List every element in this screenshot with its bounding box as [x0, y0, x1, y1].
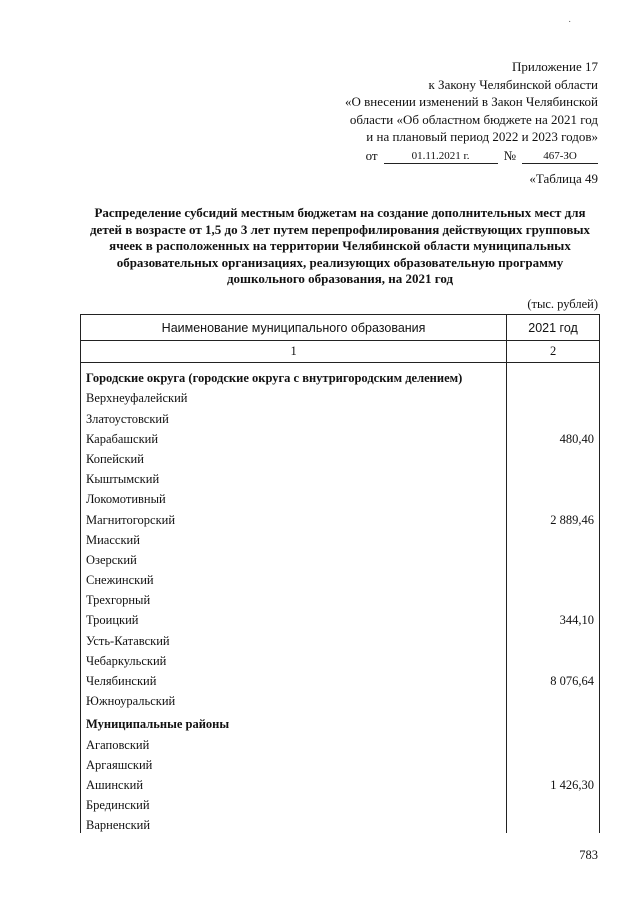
scan-mark: ˙ [568, 20, 572, 31]
subsidy-value [507, 709, 600, 732]
table-row [81, 427, 600, 447]
header-line-1: Приложение 17 [511, 59, 598, 74]
municipality-name: Брединский [81, 793, 507, 813]
municipality-name: Магнитогорский [81, 507, 507, 527]
table-reference: «Таблица 49 [529, 171, 598, 186]
table-row [81, 568, 600, 588]
subsidy-value: 2 889,46 [507, 507, 600, 527]
subsidy-value [507, 753, 600, 773]
header-line-2: к Закону Челябинской области [428, 76, 598, 92]
subsidy-value: 8 076,64 [507, 669, 600, 689]
table-section-row [81, 709, 600, 732]
table-row [81, 487, 600, 507]
subsidy-value: 1 426,30 [507, 773, 600, 793]
law-date: 01.11.2021 г. [384, 150, 498, 164]
table-row [81, 608, 600, 628]
subsidy-value [507, 447, 600, 467]
law-date-number [298, 147, 598, 165]
subsidy-value [507, 628, 600, 648]
subsidy-value [507, 363, 600, 387]
table-row [81, 406, 600, 426]
table-row [81, 773, 600, 793]
subsidy-value [507, 528, 600, 548]
municipality-name: Снежинский [81, 568, 507, 588]
subsidy-value [507, 548, 600, 568]
subsidy-value [507, 588, 600, 608]
subsidy-value [507, 689, 600, 709]
table-row [81, 386, 600, 406]
municipality-name: Городские округа (городские округа с внутригородским делением) [81, 363, 507, 387]
table-row [81, 548, 600, 568]
table-row [81, 753, 600, 773]
header-line-3: «О внесении изменений в Закон Челябинской [344, 94, 598, 109]
table-row [81, 813, 600, 833]
subsidy-value [507, 793, 600, 813]
appendix-header [298, 58, 598, 164]
table-row [81, 649, 600, 669]
table-row [81, 588, 600, 608]
document-title: Распределение субсидий местным бюджетам на создание дополнительных мест для детей в возрасте от 1,5 до 3 лет путем перепрофилирования действующих групповых ячеек в расположенных на территории Челябинской области муниципальных образовательных организациях, реализующих образовательную программу дошкольного образования, на 2021 год [89, 205, 590, 286]
municipality-name: Троицкий [81, 608, 507, 628]
table-row [81, 507, 600, 527]
municipality-name: Копейский [81, 447, 507, 467]
column-number-row [81, 341, 600, 363]
subsidy-value [507, 467, 600, 487]
header-line-4: области «Об областном бюджете на 2021 год [349, 111, 598, 127]
municipality-name: Верхнеуфалейский [81, 386, 507, 406]
subsidy-value [507, 568, 600, 588]
table-row [81, 447, 600, 467]
table-row [81, 689, 600, 709]
subsidy-value [507, 732, 600, 752]
header-line-5: и на плановый период 2022 и 2023 годов» [366, 129, 598, 144]
table-section-row [81, 363, 600, 387]
subsidy-value [507, 649, 600, 669]
table-row [81, 732, 600, 752]
subsidy-value [507, 406, 600, 426]
column-header-year: 2021 год [507, 315, 600, 341]
unit-label: (тыс. рублей) [527, 297, 598, 311]
column-number-1: 1 [81, 341, 507, 363]
column-number-2: 2 [507, 341, 600, 363]
table-row [81, 628, 600, 648]
table-row [81, 528, 600, 548]
column-header-name: Наименование муниципального образования [81, 315, 507, 341]
municipality-name: Миасский [81, 528, 507, 548]
municipality-name: Усть-Катавский [81, 628, 507, 648]
subsidy-value [507, 386, 600, 406]
municipality-name: Локомотивный [81, 487, 507, 507]
subsidy-value: 480,40 [507, 427, 600, 447]
municipality-name: Муниципальные районы [81, 709, 507, 732]
municipality-name: Чебаркульский [81, 649, 507, 669]
table-row [81, 793, 600, 813]
page-number: 783 [579, 848, 598, 862]
municipality-name: Южноуральский [81, 689, 507, 709]
municipality-name: Ашинский [81, 773, 507, 793]
municipality-name: Агаповский [81, 732, 507, 752]
municipality-name: Аргаяшский [81, 753, 507, 773]
municipality-name: Кыштымский [81, 467, 507, 487]
from-label: от [365, 147, 378, 163]
municipality-name: Озерский [81, 548, 507, 568]
subsidy-value [507, 813, 600, 833]
municipality-name: Челябинский [81, 669, 507, 689]
table-header-row [81, 315, 600, 341]
table-row [81, 669, 600, 689]
municipality-name: Трехгорный [81, 588, 507, 608]
table-row [81, 467, 600, 487]
number-label: № [503, 147, 516, 163]
table-body [81, 363, 600, 834]
municipality-name: Златоустовский [81, 406, 507, 426]
municipality-name: Карабашский [81, 427, 507, 447]
subsidy-value: 344,10 [507, 608, 600, 628]
subsidy-value [507, 487, 600, 507]
law-number: 467-ЗО [522, 150, 598, 164]
municipality-name: Варненский [81, 813, 507, 833]
subsidy-table [80, 314, 600, 833]
